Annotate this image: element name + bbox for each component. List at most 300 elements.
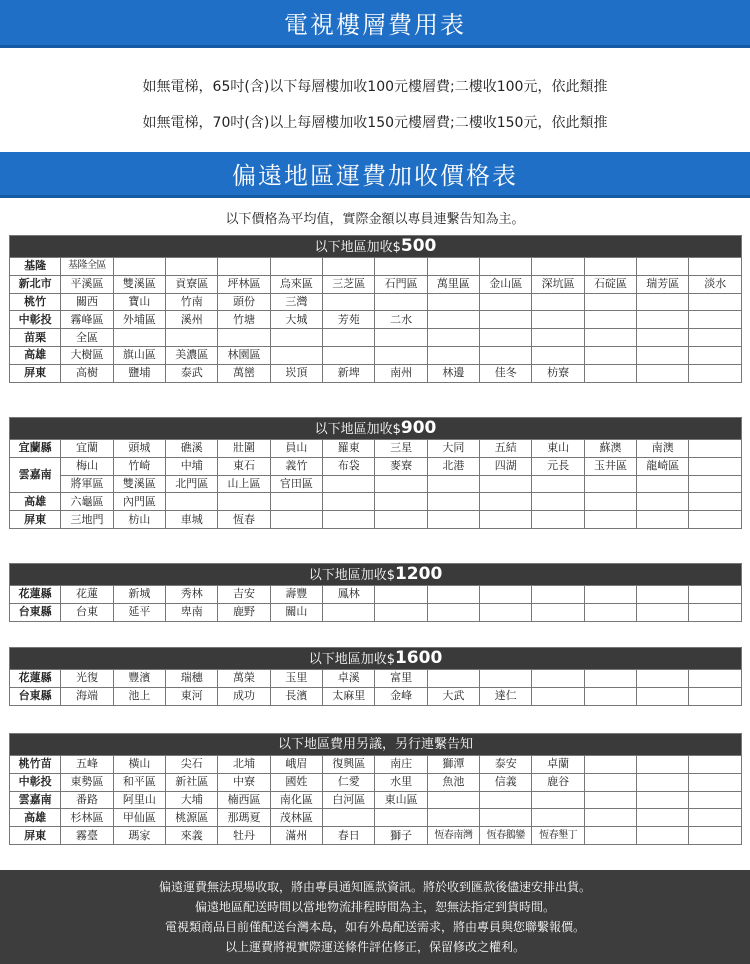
region-name: 高雄 bbox=[10, 809, 61, 827]
area-cell bbox=[270, 511, 322, 529]
table-row bbox=[10, 346, 742, 364]
table-row bbox=[10, 475, 742, 493]
area-cell bbox=[637, 756, 689, 774]
area-cell bbox=[584, 603, 636, 621]
area-cell bbox=[323, 329, 375, 347]
region-name: 宜蘭縣 bbox=[10, 440, 61, 458]
area-cell bbox=[689, 329, 742, 347]
area-cell bbox=[375, 586, 427, 604]
area-cell: 頭份 bbox=[218, 293, 270, 311]
footer-line: 偏遠地區配送時間以當地物流排程時間為主，恕無法指定到貨時間。 bbox=[194, 900, 555, 914]
area-cell: 北門區 bbox=[166, 475, 218, 493]
section-header bbox=[10, 564, 742, 586]
area-cell: 牡丹 bbox=[218, 827, 270, 845]
area-cell bbox=[689, 791, 742, 809]
area-cell bbox=[427, 493, 479, 511]
area-cell: 泰武 bbox=[166, 364, 218, 382]
area-cell: 鹿谷 bbox=[532, 773, 584, 791]
fee-table bbox=[9, 733, 742, 845]
fee-table bbox=[9, 235, 742, 383]
area-cell bbox=[375, 329, 427, 347]
area-cell bbox=[375, 346, 427, 364]
area-cell bbox=[689, 670, 742, 688]
remote-fee-title: 偏遠地區運費加收價格表 bbox=[232, 162, 518, 190]
area-cell bbox=[637, 586, 689, 604]
remote-fee-banner bbox=[0, 152, 750, 198]
area-cell: 白河區 bbox=[323, 791, 375, 809]
area-cell: 卓蘭 bbox=[532, 756, 584, 774]
region-name: 雲嘉南 bbox=[10, 791, 61, 809]
area-cell bbox=[532, 586, 584, 604]
area-cell: 南庄 bbox=[375, 756, 427, 774]
area-cell bbox=[689, 258, 742, 276]
area-cell: 官田區 bbox=[270, 475, 322, 493]
region-name: 基隆 bbox=[10, 258, 61, 276]
area-cell: 林園區 bbox=[218, 346, 270, 364]
area-cell: 梅山 bbox=[61, 457, 113, 475]
area-cell: 三星 bbox=[375, 440, 427, 458]
area-cell: 壽豐 bbox=[270, 586, 322, 604]
area-cell: 阿里山 bbox=[113, 791, 165, 809]
area-cell: 三芝區 bbox=[323, 275, 375, 293]
area-cell bbox=[584, 364, 636, 382]
table-row bbox=[10, 329, 742, 347]
area-cell bbox=[323, 493, 375, 511]
area-cell: 楠西區 bbox=[218, 791, 270, 809]
footer-notes bbox=[0, 870, 750, 964]
area-cell bbox=[532, 346, 584, 364]
area-cell bbox=[532, 791, 584, 809]
region-name: 桃竹苗 bbox=[10, 756, 61, 774]
area-cell: 南澳 bbox=[637, 440, 689, 458]
area-cell bbox=[637, 511, 689, 529]
area-cell: 中寮 bbox=[218, 773, 270, 791]
area-cell bbox=[480, 346, 532, 364]
area-cell bbox=[584, 329, 636, 347]
area-cell bbox=[689, 311, 742, 329]
area-cell: 枋寮 bbox=[532, 364, 584, 382]
region-name: 高雄 bbox=[10, 493, 61, 511]
area-cell bbox=[532, 511, 584, 529]
area-cell bbox=[480, 311, 532, 329]
area-cell: 竹南 bbox=[166, 293, 218, 311]
area-cell: 光復 bbox=[61, 670, 113, 688]
area-cell bbox=[480, 511, 532, 529]
area-cell: 東山區 bbox=[375, 791, 427, 809]
area-cell: 山上區 bbox=[218, 475, 270, 493]
area-cell: 鹽埔 bbox=[113, 364, 165, 382]
section-amount: 1600 bbox=[394, 647, 443, 668]
area-cell bbox=[323, 603, 375, 621]
area-cell bbox=[323, 258, 375, 276]
area-cell bbox=[689, 603, 742, 621]
area-cell: 太麻里 bbox=[323, 687, 375, 705]
area-cell bbox=[584, 493, 636, 511]
area-cell bbox=[584, 586, 636, 604]
area-cell: 恆春墾丁 bbox=[532, 827, 584, 845]
table-row bbox=[10, 756, 742, 774]
area-cell: 二水 bbox=[375, 311, 427, 329]
area-cell: 三地門 bbox=[61, 511, 113, 529]
table-row bbox=[10, 457, 742, 475]
area-cell: 平溪區 bbox=[61, 275, 113, 293]
area-cell bbox=[427, 511, 479, 529]
area-cell bbox=[637, 809, 689, 827]
area-cell bbox=[584, 670, 636, 688]
area-cell: 花蓮 bbox=[61, 586, 113, 604]
area-cell bbox=[689, 440, 742, 458]
area-cell: 烏來區 bbox=[270, 275, 322, 293]
area-cell: 大同 bbox=[427, 440, 479, 458]
floor-note-70: 如無電梯，70吋(含)以上每層樓加收150元樓層費;二樓收150元，依此類推 bbox=[142, 115, 608, 131]
area-cell bbox=[584, 258, 636, 276]
area-cell bbox=[689, 586, 742, 604]
area-cell: 卑南 bbox=[166, 603, 218, 621]
area-cell bbox=[637, 493, 689, 511]
area-cell bbox=[584, 756, 636, 774]
area-cell bbox=[584, 687, 636, 705]
table-row bbox=[10, 293, 742, 311]
area-cell bbox=[427, 809, 479, 827]
area-cell: 恆春鵝鑾 bbox=[480, 827, 532, 845]
table-row bbox=[10, 603, 742, 621]
area-cell: 林邊 bbox=[427, 364, 479, 382]
area-cell bbox=[584, 475, 636, 493]
area-cell bbox=[584, 346, 636, 364]
area-cell: 鹿野 bbox=[218, 603, 270, 621]
area-cell: 池上 bbox=[113, 687, 165, 705]
table-row bbox=[10, 809, 742, 827]
area-cell: 大樹區 bbox=[61, 346, 113, 364]
area-cell bbox=[427, 346, 479, 364]
area-cell: 關西 bbox=[61, 293, 113, 311]
area-cell bbox=[637, 670, 689, 688]
area-cell bbox=[323, 293, 375, 311]
area-cell bbox=[427, 670, 479, 688]
region-name: 台東縣 bbox=[10, 687, 61, 705]
area-cell: 東石 bbox=[218, 457, 270, 475]
area-cell: 來義 bbox=[166, 827, 218, 845]
area-cell: 美濃區 bbox=[166, 346, 218, 364]
area-cell: 大城 bbox=[270, 311, 322, 329]
area-cell bbox=[584, 511, 636, 529]
area-cell: 貢寮區 bbox=[166, 275, 218, 293]
area-cell bbox=[584, 791, 636, 809]
area-cell: 桃源區 bbox=[166, 809, 218, 827]
area-cell: 元長 bbox=[532, 457, 584, 475]
table-row bbox=[10, 258, 742, 276]
section-amount: 500 bbox=[400, 235, 437, 256]
area-cell: 瑞穗 bbox=[166, 670, 218, 688]
area-cell bbox=[532, 493, 584, 511]
area-cell: 礁溪 bbox=[166, 440, 218, 458]
area-cell: 雙溪區 bbox=[113, 475, 165, 493]
area-cell bbox=[532, 293, 584, 311]
area-cell bbox=[218, 258, 270, 276]
section-header-label: 以下地區加收$ bbox=[314, 421, 401, 437]
area-cell: 全區 bbox=[61, 329, 113, 347]
area-cell bbox=[689, 493, 742, 511]
area-cell: 霧臺 bbox=[61, 827, 113, 845]
area-cell: 萬里區 bbox=[427, 275, 479, 293]
area-cell: 溪州 bbox=[166, 311, 218, 329]
area-cell: 春日 bbox=[323, 827, 375, 845]
area-cell bbox=[532, 687, 584, 705]
area-cell: 橫山 bbox=[113, 756, 165, 774]
area-cell: 國姓 bbox=[270, 773, 322, 791]
area-cell: 中埔 bbox=[166, 457, 218, 475]
area-cell bbox=[375, 258, 427, 276]
area-cell: 內門區 bbox=[113, 493, 165, 511]
area-cell bbox=[480, 293, 532, 311]
area-cell: 淡水 bbox=[689, 275, 742, 293]
area-cell: 海端 bbox=[61, 687, 113, 705]
area-cell bbox=[375, 511, 427, 529]
area-cell bbox=[480, 603, 532, 621]
area-cell bbox=[270, 346, 322, 364]
area-cell bbox=[689, 773, 742, 791]
region-name: 屏東 bbox=[10, 511, 61, 529]
area-cell bbox=[270, 329, 322, 347]
section-header-label: 以下地區加收$ bbox=[308, 567, 395, 583]
table-row bbox=[10, 511, 742, 529]
area-cell bbox=[323, 511, 375, 529]
region-name: 雲嘉南 bbox=[10, 457, 61, 493]
area-cell: 茂林區 bbox=[270, 809, 322, 827]
area-cell: 峨眉 bbox=[270, 756, 322, 774]
area-cell bbox=[480, 586, 532, 604]
area-cell bbox=[375, 293, 427, 311]
area-cell: 五結 bbox=[480, 440, 532, 458]
area-cell: 魚池 bbox=[427, 773, 479, 791]
area-cell bbox=[427, 586, 479, 604]
area-cell: 鳳林 bbox=[323, 586, 375, 604]
table-row bbox=[10, 791, 742, 809]
table-row bbox=[10, 586, 742, 604]
area-cell bbox=[584, 809, 636, 827]
area-cell bbox=[689, 457, 742, 475]
table-row bbox=[10, 364, 742, 382]
area-cell bbox=[584, 311, 636, 329]
area-cell bbox=[480, 791, 532, 809]
area-cell: 佳冬 bbox=[480, 364, 532, 382]
area-cell: 信義 bbox=[480, 773, 532, 791]
region-name: 花蓮縣 bbox=[10, 670, 61, 688]
area-cell: 獅潭 bbox=[427, 756, 479, 774]
area-cell: 達仁 bbox=[480, 687, 532, 705]
area-cell bbox=[584, 293, 636, 311]
area-cell: 杉林區 bbox=[61, 809, 113, 827]
area-cell: 尖石 bbox=[166, 756, 218, 774]
area-cell bbox=[637, 773, 689, 791]
area-cell bbox=[689, 511, 742, 529]
area-cell: 萬巒 bbox=[218, 364, 270, 382]
area-cell bbox=[532, 311, 584, 329]
region-name: 屏東 bbox=[10, 827, 61, 845]
area-cell: 恆春 bbox=[218, 511, 270, 529]
section-amount: 900 bbox=[400, 417, 437, 438]
area-cell: 新社區 bbox=[166, 773, 218, 791]
area-cell: 關山 bbox=[270, 603, 322, 621]
area-cell bbox=[532, 809, 584, 827]
area-cell: 水里 bbox=[375, 773, 427, 791]
area-cell: 恆春南灣 bbox=[427, 827, 479, 845]
area-cell: 南化區 bbox=[270, 791, 322, 809]
area-cell bbox=[427, 603, 479, 621]
section-header bbox=[10, 734, 742, 756]
area-cell: 石碇區 bbox=[584, 275, 636, 293]
area-cell: 復興區 bbox=[323, 756, 375, 774]
area-cell bbox=[375, 493, 427, 511]
area-cell bbox=[532, 670, 584, 688]
area-cell bbox=[532, 329, 584, 347]
area-cell bbox=[375, 475, 427, 493]
area-cell: 成功 bbox=[218, 687, 270, 705]
area-cell bbox=[689, 293, 742, 311]
table-row bbox=[10, 827, 742, 845]
area-cell: 吉安 bbox=[218, 586, 270, 604]
area-cell: 大埔 bbox=[166, 791, 218, 809]
area-cell: 大武 bbox=[427, 687, 479, 705]
area-cell: 番路 bbox=[61, 791, 113, 809]
area-cell: 卓溪 bbox=[323, 670, 375, 688]
area-cell: 霧峰區 bbox=[61, 311, 113, 329]
section-amount: 1200 bbox=[394, 563, 443, 584]
area-cell bbox=[637, 346, 689, 364]
area-cell: 頭城 bbox=[113, 440, 165, 458]
area-cell: 寶山 bbox=[113, 293, 165, 311]
area-cell: 長濱 bbox=[270, 687, 322, 705]
area-cell bbox=[480, 258, 532, 276]
area-cell: 金峰 bbox=[375, 687, 427, 705]
area-cell bbox=[637, 293, 689, 311]
area-cell: 石門區 bbox=[375, 275, 427, 293]
area-cell bbox=[166, 329, 218, 347]
area-cell bbox=[637, 603, 689, 621]
region-name: 桃竹 bbox=[10, 293, 61, 311]
area-cell: 義竹 bbox=[270, 457, 322, 475]
area-cell: 三灣 bbox=[270, 293, 322, 311]
area-cell bbox=[637, 827, 689, 845]
area-cell bbox=[637, 687, 689, 705]
area-cell: 滿州 bbox=[270, 827, 322, 845]
area-cell bbox=[113, 329, 165, 347]
region-name: 苗栗 bbox=[10, 329, 61, 347]
fee-table bbox=[9, 563, 742, 622]
table-row bbox=[10, 275, 742, 293]
area-cell bbox=[480, 475, 532, 493]
area-cell bbox=[689, 687, 742, 705]
area-cell bbox=[427, 293, 479, 311]
footer-line: 以上運費將視實際運送條件評估修正，保留修改之權利。 bbox=[224, 940, 525, 954]
area-cell bbox=[427, 258, 479, 276]
area-cell bbox=[323, 809, 375, 827]
area-cell bbox=[480, 329, 532, 347]
area-cell: 玉井區 bbox=[584, 457, 636, 475]
area-cell: 獅子 bbox=[375, 827, 427, 845]
area-cell bbox=[480, 493, 532, 511]
area-cell: 東山 bbox=[532, 440, 584, 458]
area-cell: 枋山 bbox=[113, 511, 165, 529]
area-cell: 雙溪區 bbox=[113, 275, 165, 293]
area-cell bbox=[532, 258, 584, 276]
area-cell: 芳苑 bbox=[323, 311, 375, 329]
remote-fee-subtitle: 以下價格為平均值，實際金額以專員連繫告知為主。 bbox=[225, 212, 525, 227]
area-cell bbox=[689, 364, 742, 382]
area-cell: 龍崎區 bbox=[637, 457, 689, 475]
area-cell bbox=[427, 311, 479, 329]
area-cell: 高樹 bbox=[61, 364, 113, 382]
area-cell: 員山 bbox=[270, 440, 322, 458]
area-cell: 富里 bbox=[375, 670, 427, 688]
area-cell bbox=[637, 258, 689, 276]
region-name: 新北市 bbox=[10, 275, 61, 293]
region-name: 高雄 bbox=[10, 346, 61, 364]
area-cell: 南州 bbox=[375, 364, 427, 382]
area-cell bbox=[480, 670, 532, 688]
area-cell: 五峰 bbox=[61, 756, 113, 774]
area-cell: 金山區 bbox=[480, 275, 532, 293]
section-header bbox=[10, 236, 742, 258]
area-cell bbox=[637, 364, 689, 382]
area-cell bbox=[427, 329, 479, 347]
section-header bbox=[10, 418, 742, 440]
area-cell bbox=[270, 258, 322, 276]
area-cell: 泰安 bbox=[480, 756, 532, 774]
area-cell: 新城 bbox=[113, 586, 165, 604]
area-cell bbox=[637, 311, 689, 329]
region-name: 屏東 bbox=[10, 364, 61, 382]
region-name: 花蓮縣 bbox=[10, 586, 61, 604]
table-row bbox=[10, 493, 742, 511]
area-cell: 羅東 bbox=[323, 440, 375, 458]
area-cell: 瑞芳區 bbox=[637, 275, 689, 293]
area-cell: 竹塘 bbox=[218, 311, 270, 329]
region-name: 中彰投 bbox=[10, 773, 61, 791]
area-cell: 新埤 bbox=[323, 364, 375, 382]
area-cell bbox=[218, 493, 270, 511]
area-cell bbox=[689, 475, 742, 493]
area-cell bbox=[113, 258, 165, 276]
area-cell: 深坑區 bbox=[532, 275, 584, 293]
area-cell: 玉里 bbox=[270, 670, 322, 688]
area-cell bbox=[427, 791, 479, 809]
area-cell: 崁頂 bbox=[270, 364, 322, 382]
area-cell bbox=[427, 475, 479, 493]
area-cell: 北港 bbox=[427, 457, 479, 475]
area-cell: 萬榮 bbox=[218, 670, 270, 688]
area-cell bbox=[270, 493, 322, 511]
area-cell: 竹崎 bbox=[113, 457, 165, 475]
area-cell: 外埔區 bbox=[113, 311, 165, 329]
fee-table bbox=[9, 647, 742, 706]
floor-fee-banner bbox=[0, 0, 750, 48]
area-cell: 甲仙區 bbox=[113, 809, 165, 827]
table-row bbox=[10, 773, 742, 791]
area-cell bbox=[689, 756, 742, 774]
area-cell bbox=[323, 475, 375, 493]
area-cell bbox=[689, 346, 742, 364]
area-cell bbox=[375, 603, 427, 621]
area-cell: 旗山區 bbox=[113, 346, 165, 364]
floor-fee-title: 電視樓層費用表 bbox=[284, 11, 466, 39]
section-header bbox=[10, 648, 742, 670]
section-header-label: 以下地區費用另議，另行連繫告知 bbox=[277, 736, 473, 752]
area-cell bbox=[637, 475, 689, 493]
footer-line: 偏遠運費無法現場收取，將由專員通知匯款資訊。將於收到匯款後儘速安排出貨。 bbox=[158, 880, 591, 894]
area-cell: 壯圍 bbox=[218, 440, 270, 458]
table-row bbox=[10, 311, 742, 329]
